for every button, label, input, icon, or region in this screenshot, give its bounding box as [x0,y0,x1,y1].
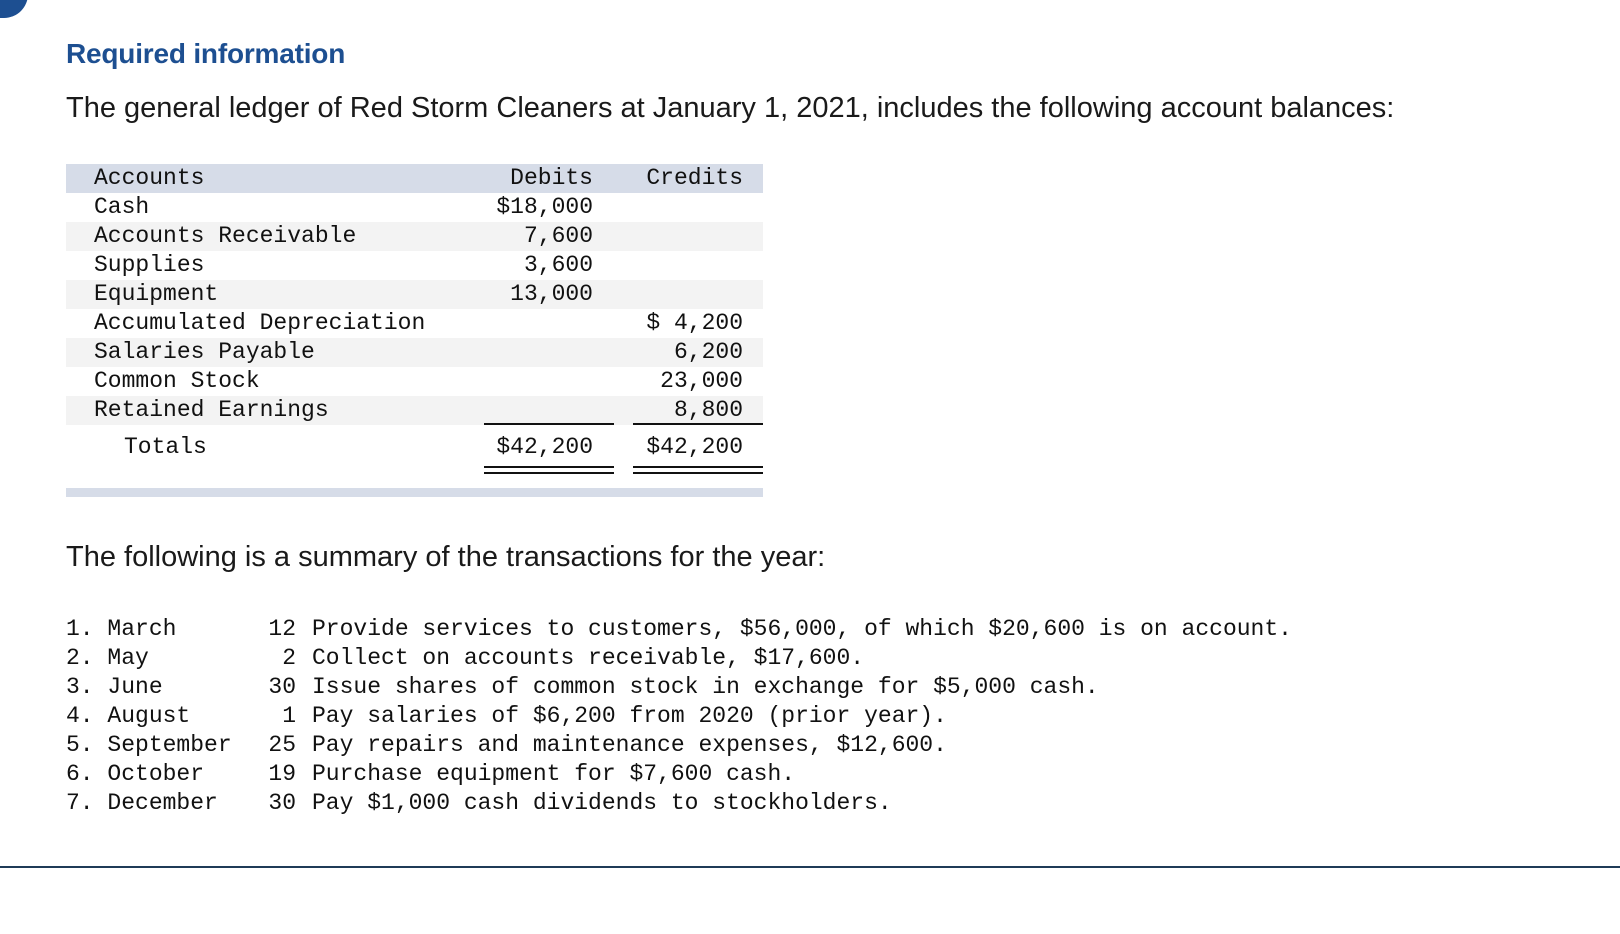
corner-badge [0,0,28,18]
transaction-description: Pay $1,000 cash dividends to stockholders. [312,790,892,816]
transaction-month: 2. May [66,645,149,671]
transaction-day: 12 [268,616,296,642]
transaction-month: 1. March [66,616,177,642]
ledger-account: Supplies [94,252,205,278]
transaction-day: 30 [268,790,296,816]
ledger-table [66,164,763,469]
required-information-heading: Required information [66,38,346,69]
transaction-item [66,673,1099,702]
transaction-description: Collect on accounts receivable, $17,600. [312,645,865,671]
intro-text: The general ledger of Red Storm Cleaners at January 1, 2021, includes the following account balances: [66,92,1395,124]
ledger-row [66,367,763,396]
transaction-item [66,731,947,760]
ledger-row [66,193,763,222]
ledger-account: Retained Earnings [94,397,329,423]
ledger-debit: 13,000 [510,281,593,307]
transaction-item [66,702,947,731]
bottom-divider [0,866,1620,868]
ledger-row [66,222,763,251]
ledger-credit: 8,800 [673,397,743,423]
ledger-totals-row [66,425,763,469]
ledger-account: Common Stock [94,368,260,394]
transaction-description: Purchase equipment for $7,600 cash. [312,761,796,787]
debit-double-rule [484,466,614,474]
ledger-row [66,309,763,338]
transaction-description: Issue shares of common stock in exchange for $5,000 cash. [312,674,1099,700]
totals-debit: $42,200 [496,434,593,460]
summary-heading: The following is a summary of the transactions for the year: [66,541,826,573]
ledger-row [66,251,763,280]
transaction-description: Provide services to customers, $56,000, of which $20,600 is on account. [312,616,1292,642]
totals-label: Totals [124,434,207,460]
transaction-month: 4. August [66,703,191,729]
ledger-account: Cash [94,194,150,220]
ledger-account: Accounts Receivable [94,223,357,249]
transaction-day: 19 [268,761,296,787]
ledger-credit: $ 4,200 [646,310,743,336]
ledger-footer-bar [66,488,763,497]
transaction-day: 2 [282,645,296,671]
transaction-month: 7. December [66,790,218,816]
ledger-credit: 6,200 [673,339,743,365]
ledger-credit: 23,000 [660,368,743,394]
transaction-day: 1 [282,703,296,729]
transaction-month: 5. September [66,732,232,758]
transaction-item [66,644,865,673]
transaction-day: 30 [268,674,296,700]
ledger-debit: 3,600 [523,252,593,278]
ledger-account: Accumulated Depreciation [94,310,426,336]
transaction-description: Pay repairs and maintenance expenses, $12,600. [312,732,947,758]
transaction-month: 3. June [66,674,163,700]
ledger-debit: 7,600 [523,223,593,249]
header-accounts: Accounts [94,165,205,191]
transaction-day: 25 [268,732,296,758]
ledger-row [66,396,763,425]
ledger-header-row [66,164,763,193]
ledger-row [66,280,763,309]
credit-double-rule [633,466,763,474]
ledger-account: Equipment [94,281,219,307]
ledger-debit: $18,000 [496,194,593,220]
ledger-account: Salaries Payable [94,339,315,365]
transaction-item [66,789,892,818]
ledger-row [66,338,763,367]
totals-credit: $42,200 [646,434,743,460]
transaction-description: Pay salaries of $6,200 from 2020 (prior year). [312,703,947,729]
transaction-item [66,615,1292,644]
header-credits: Credits [646,165,743,191]
header-debits: Debits [510,165,593,191]
transaction-list [66,615,1292,818]
transaction-month: 6. October [66,761,205,787]
transaction-item [66,760,796,789]
